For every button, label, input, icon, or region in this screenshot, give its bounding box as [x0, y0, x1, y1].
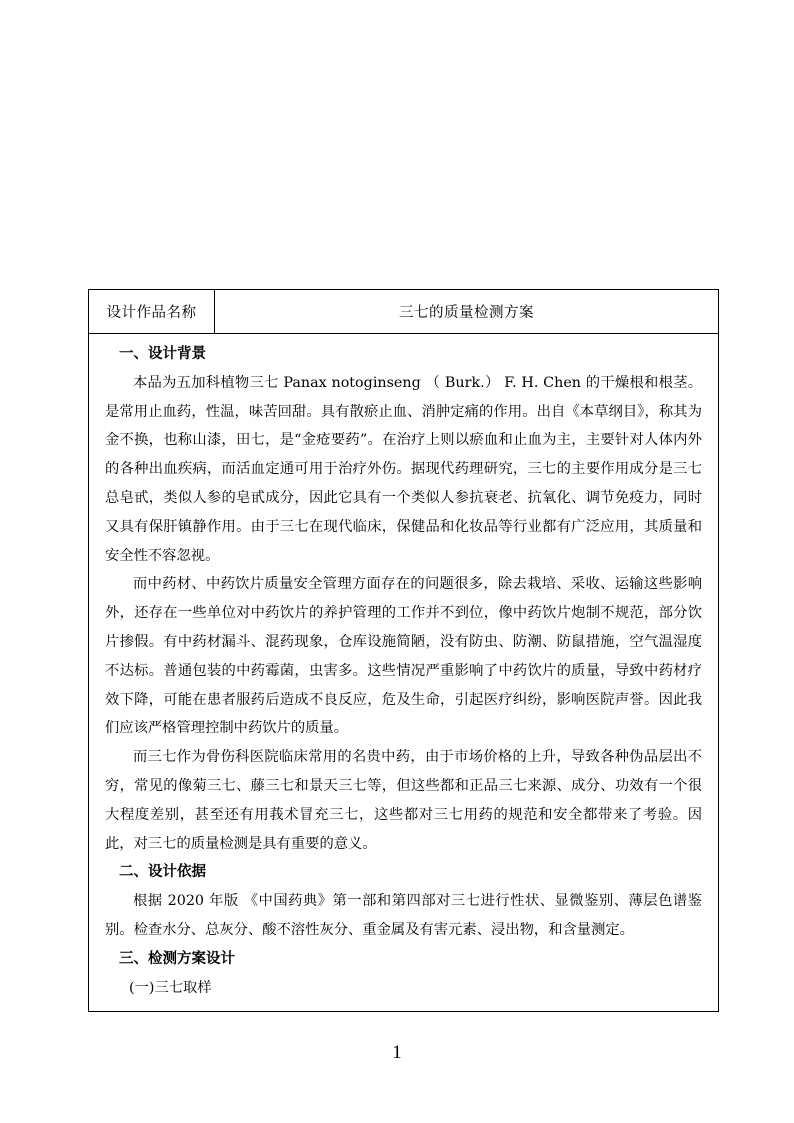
section-heading-background: 一、设计背景: [119, 346, 206, 362]
background-paragraph-1: 本品为五加科植物三七 Panax notoginseng （ Burk.） F. H. Chen 的干燥根和根茎。是常用止血药，性温，味苦回甜。具有散瘀止血、消肿定痛的作用。出自《本草纲目》，称其为金不换，也称山漆，田七，是“金疮要药”。在治疗上则以瘀血和止血为主，主要针对人体内外的各种出血疾病，而活血定通可用于治疗外伤。据现代药理研究，三七的主要作用成分是三七总皂甙，类似人参的皂甙成分，因此它具有一个类似人参抗衰老、抗氧化、调节免疫力，同时又具有保肝镇静作用。由于三七在现代临床，保健品和化妆品等行业都有广泛应用，其质量和安全性不容忽视。: [105, 374, 702, 564]
background-paragraph-2: 而中药材、中药饮片质量安全管理方面存在的问题很多，除去栽培、采收、运输这些影响外，还存在一些单位对中药饮片的养护管理的工作并不到位，像中药饮片炮制不规范，部分饮片掺假。有中药材漏斗、混药现象，仓库设施简陋，没有防虫、防潮、防鼠措施，空气温湿度不达标。普通包装的中药霉菌，虫害多。这些情况严重影响了中药饮片的质量，导致中药材疗效下降，可能在患者服药后造成不良反应，危及生命，引起医疗纠纷，影响医院声誉。因此我们应该严格管理控制中药饮片的质量。: [105, 576, 702, 737]
plan-subsection-1: (一)三七取样: [129, 979, 212, 996]
design-table: [88, 289, 719, 1012]
work-title: 三七的质量检测方案: [399, 305, 534, 321]
table-body: [89, 334, 718, 1002]
section-heading-plan: 三、检测方案设计: [119, 950, 235, 967]
work-name-label: 设计作品名称: [89, 290, 215, 333]
table-header-row: [89, 290, 718, 334]
background-paragraph-3: 而三七作为骨伤科医院临床常用的名贵中药，由于市场价格的上升，导致各种伪品层出不穷，常见的像菊三七、藤三七和景天三七等，但这些都和正品三七来源、成分、功效有一个很大程度差别，甚至还有用莪术冒充三七，这些都对三七用药的规范和安全都带来了考验。因此，对三七的质量检测是具有重要的意义。: [105, 749, 702, 852]
section-heading-basis: 二、设计依据: [119, 864, 206, 881]
basis-paragraph-1: 根据 2020 年版 《中国药典》第一部和第四部对三七进行性状、显微鉴别、薄层色谱鉴别。检查水分、总灰分、酸不溶性灰分、重金属及有害元素、浸出物，和含量测定。: [105, 893, 702, 938]
page-number: 1: [392, 1042, 402, 1063]
